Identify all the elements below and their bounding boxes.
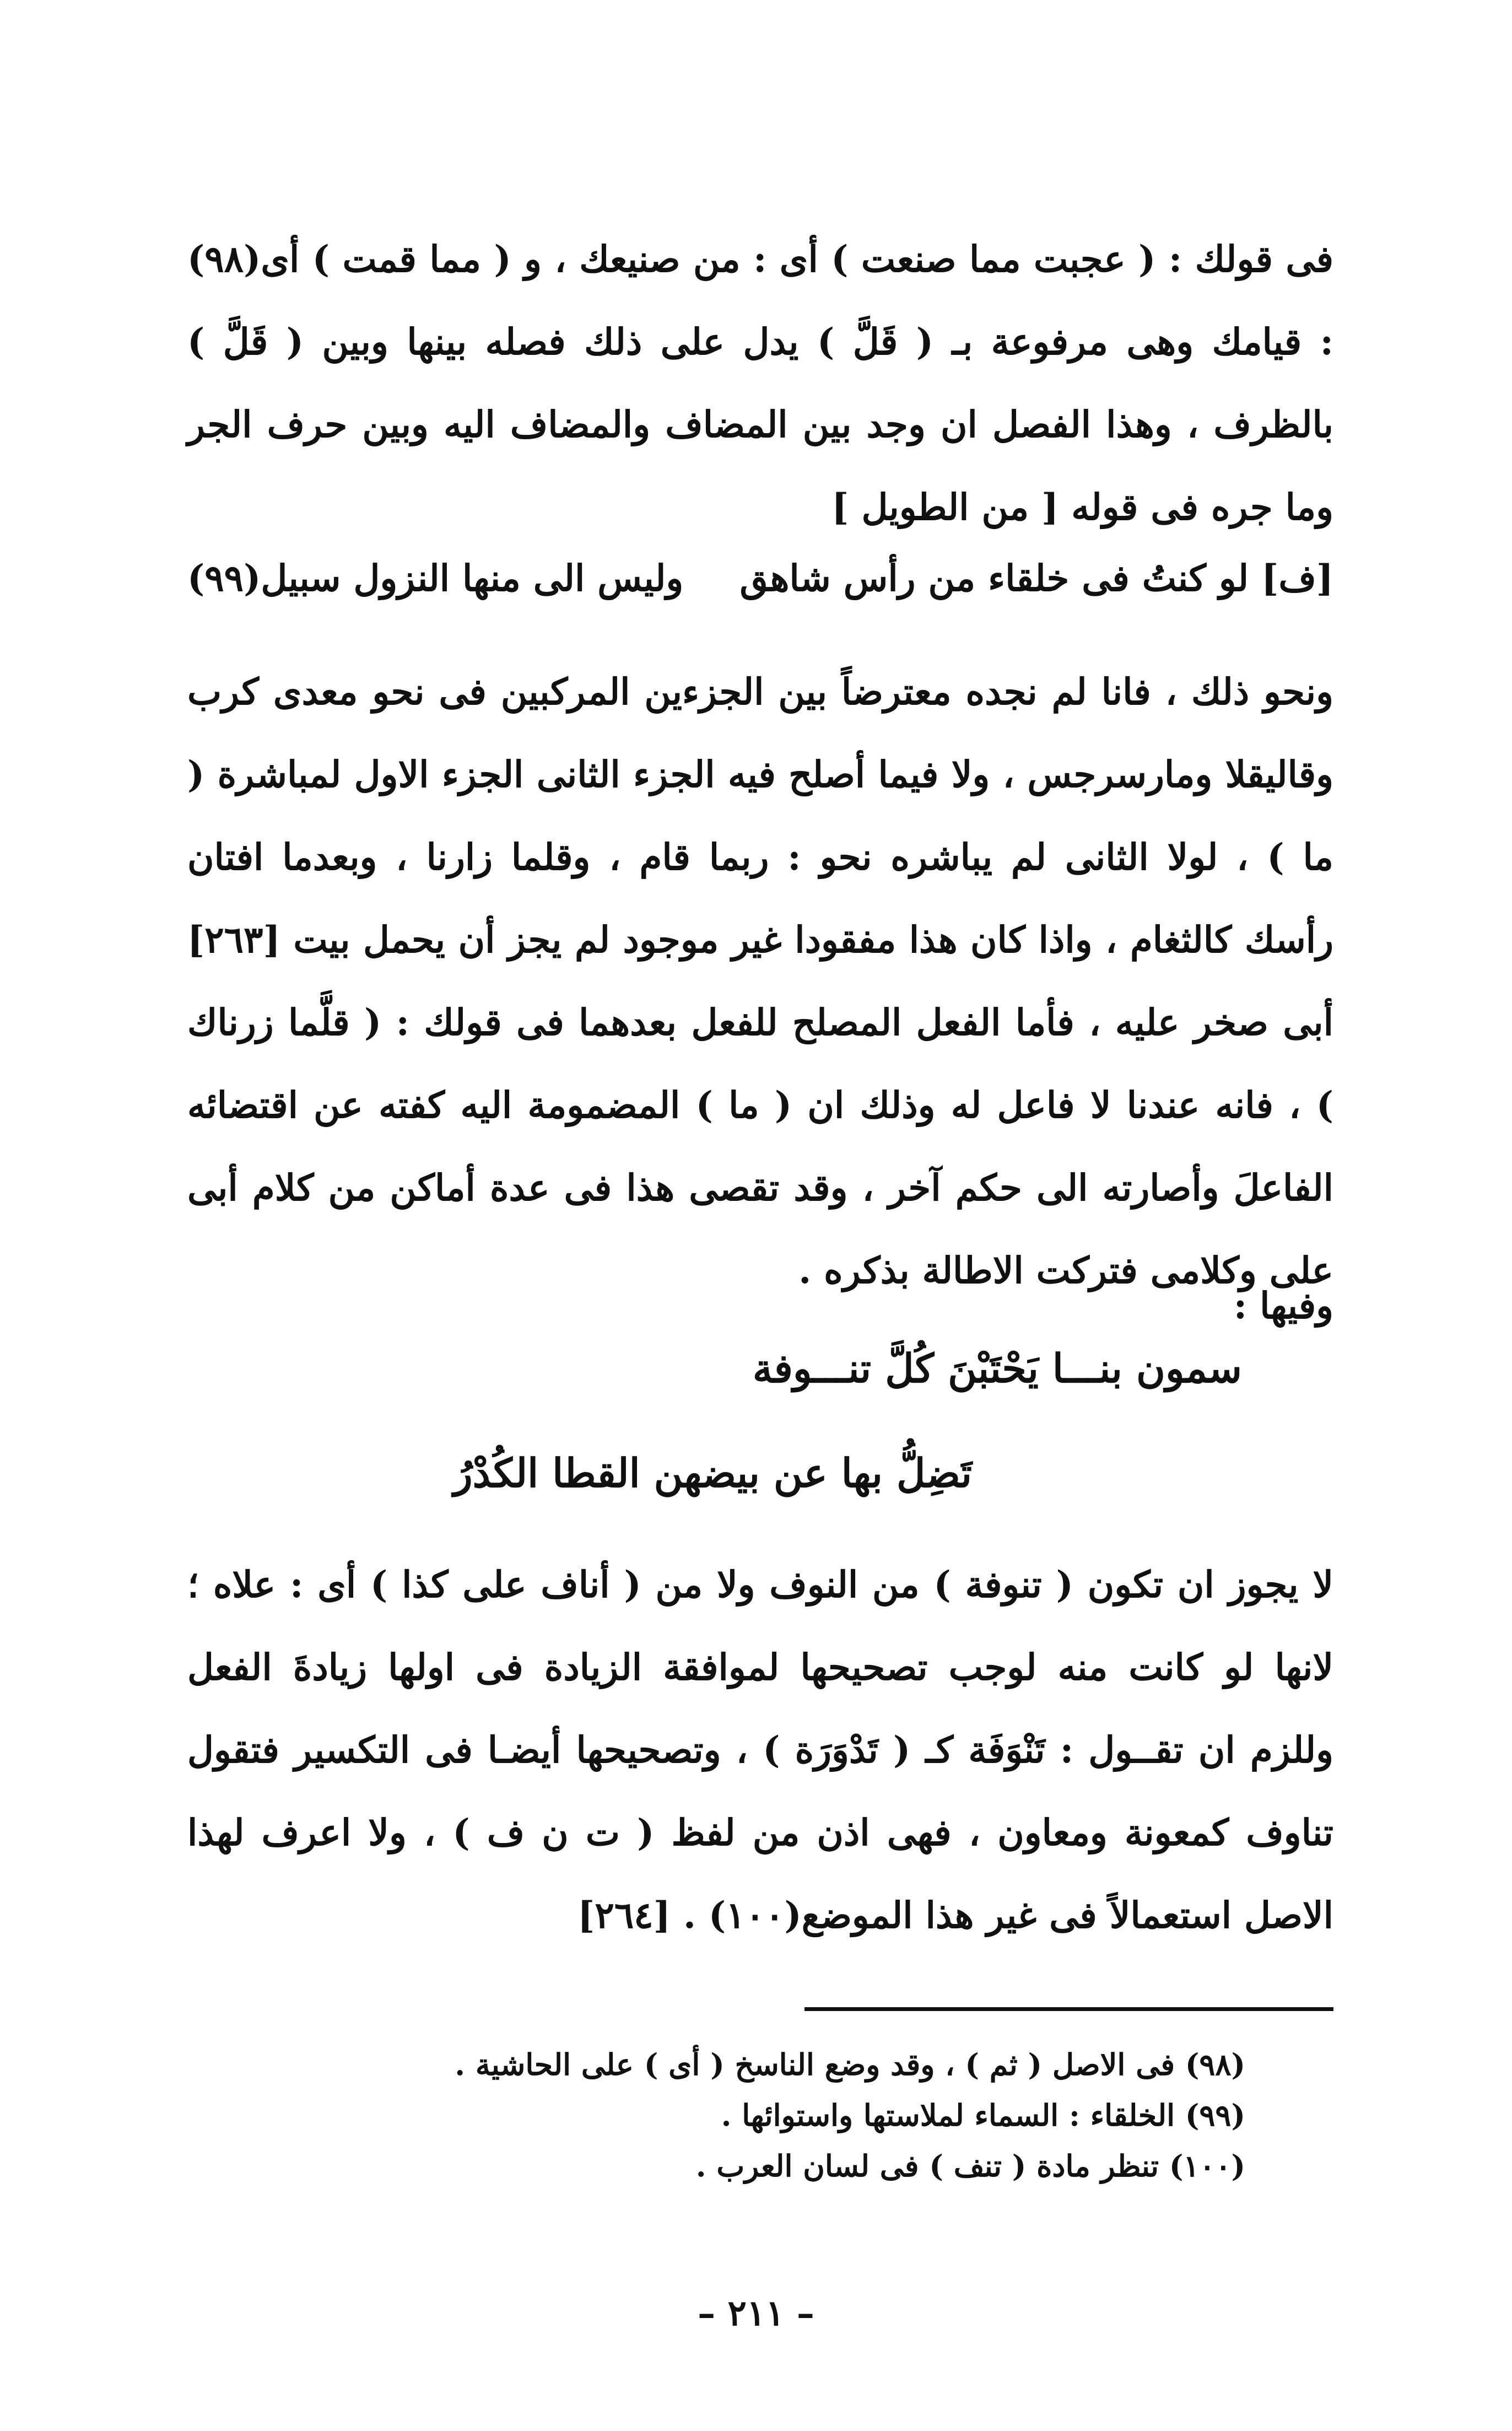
footnote-100: (١٠٠) تنظر مادة ( تنف ) فى لسان العرب . [695, 2148, 1245, 2184]
body-paragraph-1: فى قولك : ( عجبت مما صنعت ) أى : من صنيعك ، و ( مما قمت ) أى(٩٨) : قيامك وهى مرفوعة بـ ( قَلَّ ) يدل على ذلك فصله بينها وبين ( قَلَّ ) بالظرف ، وهذا الفصل ان وجد بين المضاف والمضاف اليه وبين حرف الجر وما جره فى قوله [ من الطويل ] [187, 238, 1333, 529]
verse-1-second-hemistich: وليس الى منها النزول سبيل(٩٩) [187, 557, 684, 600]
footnote-99: (٩٩) الخلقاء : السماء لملاستها واستوائها . [721, 2098, 1245, 2133]
footnote-98: (٩٨) فى الاصل ( ثم ) ، وقد وضع الناسخ ( أى ) على الحاشية . [455, 2047, 1245, 2082]
verse-1-label: [ف] [1261, 557, 1333, 600]
footnotes [276, 2039, 1245, 2191]
verse-2-label: وفيها : [1233, 1284, 1333, 1327]
verse-1-first-text: لو كنتُ فى خلقاء من رأس شاهق [739, 557, 1249, 600]
verse-2-first-hemistich: سمون بنـــا يَحْتَبْنَ كُلَّ تنـــوفة [752, 1345, 1242, 1392]
page-number: – ٢١١ – [698, 2293, 814, 2334]
body-paragraph-2: ونحو ذلك ، فانا لم نجده معترضاً بين الجزءين المركبين فى نحو معدى كرب وقاليقلا ومارسرجس ، ولا فيما أصلح فيه الجزء الثانى الجزء الاول لمباشرة ( ما ) ، لولا الثانى لم يباشره نحو : ربما قام ، وقلما زارنا ، وبعدما افتان رأسك كالثغام ، واذا كان هذا مفقودا غير موجود لم يجز أن يحمل بيت [٢٦٣] أبى صخر عليه ، فأما الفعل المصلح للفعل بعدهما فى قولك : ( قلَّما زرناك ) ، فانه عندنا لا فاعل له وذلك ان ( ما ) المضمومة اليه كفته عن اقتضائه الفاعلَ وأصارته الى حكم آخر ، وقد تقصى هذا فى عدة أماكن من كلام أبى على وكلامى فتركت الاطالة بذكره . [187, 670, 1334, 1292]
body-paragraph-3: لا يجوز ان تكون ( تنوفة ) من النوف ولا من ( أناف على كذا ) أى : علاه ؛ لانها لو كانت منه لوجب تصحيحها لموافقة الزيادة فى اولها زيادةَ الفعل وللزم ان تقــول : تَنْوَفَة كـ ( تَدْوَرَة ) ، وتصحيحها أيضـا فى التكسير فتقول تناوف كمعونة ومعاون ، فهى اذن من لفظ ( ت ن ف ) ، ولا اعرف لهذا الاصل استعمالاً فى غير هذا الموضع(١٠٠) . [٢٦٤] [187, 1563, 1333, 1937]
verse-2-second-hemistich: تَضِلُّ بها عن بيضهن القطا الكُدْرُ [453, 1449, 972, 1496]
verse-1 [187, 557, 1333, 600]
verse-1-first-hemistich [740, 557, 1333, 600]
footnote-divider [804, 2007, 1333, 2011]
